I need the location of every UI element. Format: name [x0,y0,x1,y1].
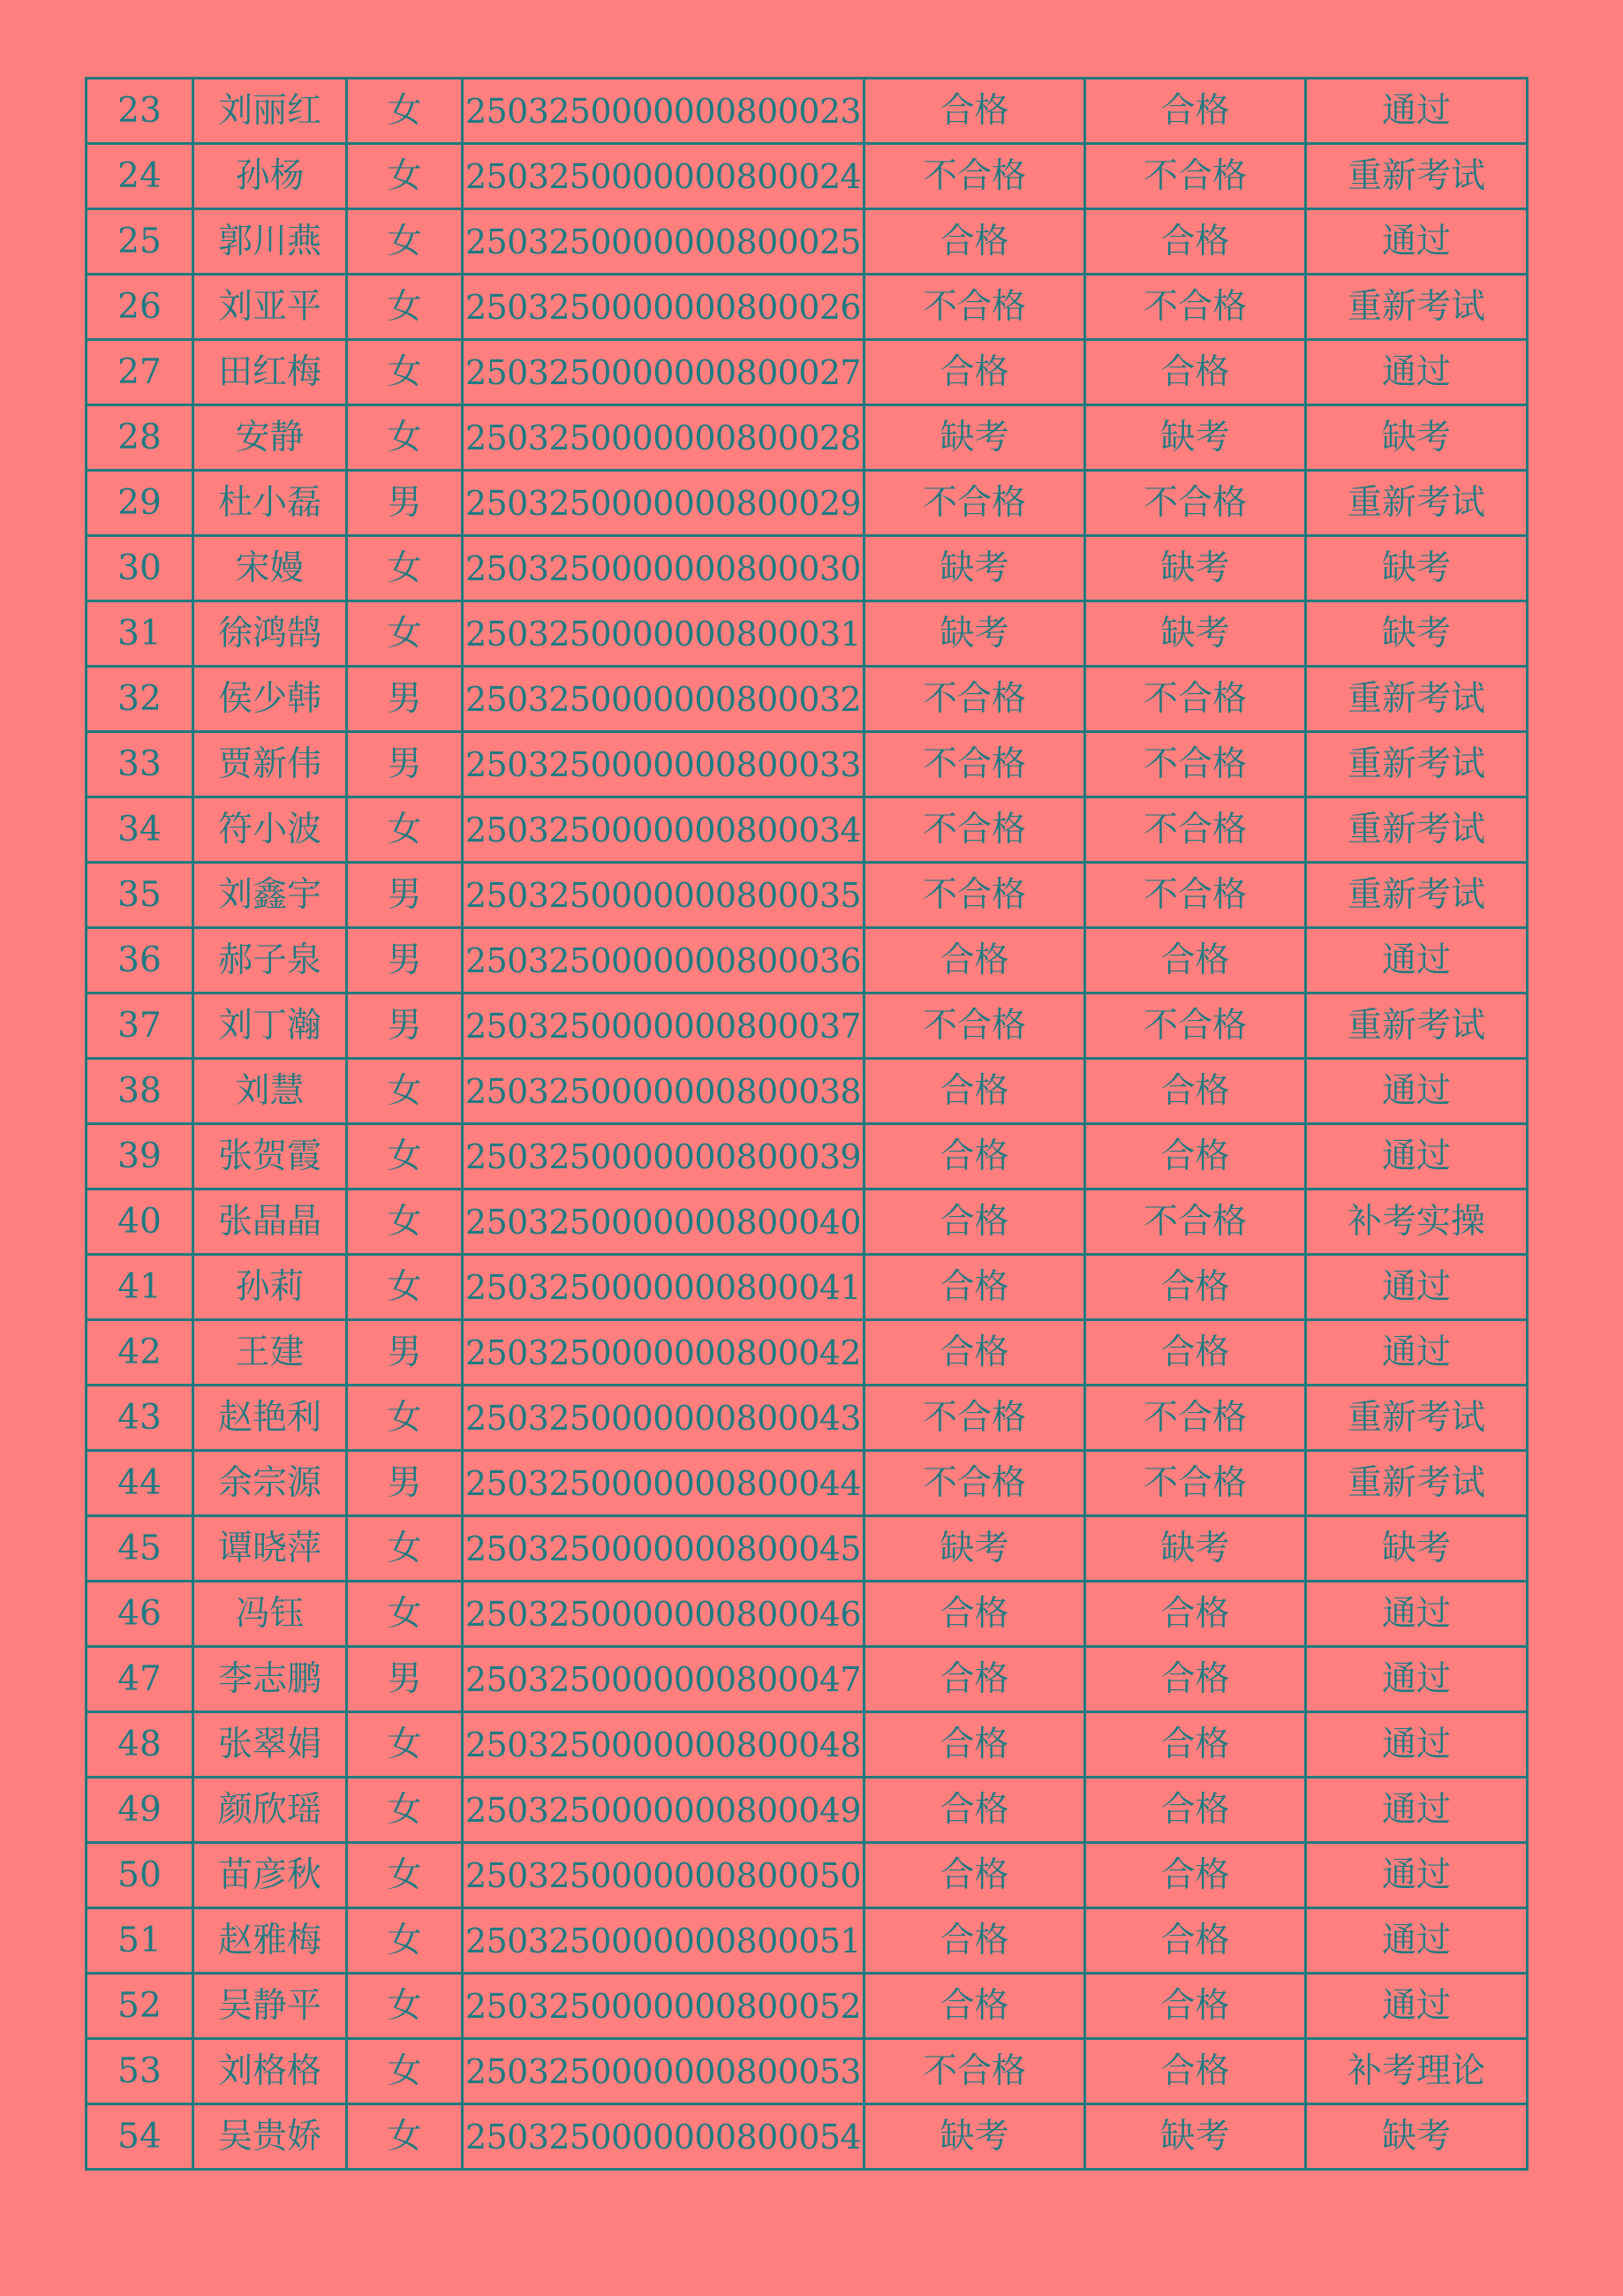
candidate-id-cell: 2503250000000800045 [463,1516,864,1582]
practice-result-cell: 不合格 [1085,732,1306,797]
practice-result-cell: 合格 [1085,1908,1306,1974]
row-number-cell: 35 [87,863,193,928]
gender-cell: 男 [347,1647,463,1712]
name-cell: 田红梅 [193,340,347,405]
row-number-cell: 44 [87,1451,193,1516]
candidate-id-cell: 2503250000000800023 [463,79,864,144]
practice-result-cell: 缺考 [1085,1516,1306,1582]
theory-result-cell: 合格 [864,1255,1085,1320]
theory-result-cell: 缺考 [864,2104,1085,2170]
table-row [87,863,1528,928]
gender-cell: 女 [347,1190,463,1255]
practice-result-cell: 不合格 [1085,1190,1306,1255]
gender-cell: 女 [347,209,463,275]
name-cell: 赵雅梅 [193,1908,347,1974]
final-result-cell: 通过 [1306,209,1528,275]
row-number-cell: 34 [87,797,193,863]
final-result-cell: 通过 [1306,1320,1528,1386]
candidate-id-cell: 2503250000000800027 [463,340,864,405]
practice-result-cell: 合格 [1085,928,1306,993]
table-row [87,1712,1528,1778]
gender-cell: 女 [347,797,463,863]
candidate-id-cell: 2503250000000800036 [463,928,864,993]
final-result-cell: 重新考试 [1306,1451,1528,1516]
practice-result-cell: 合格 [1085,2039,1306,2104]
practice-result-cell: 不合格 [1085,667,1306,732]
gender-cell: 女 [347,1778,463,1843]
name-cell: 刘慧 [193,1059,347,1124]
table-row [87,1255,1528,1320]
name-cell: 符小波 [193,797,347,863]
theory-result-cell: 合格 [864,1974,1085,2039]
practice-result-cell: 合格 [1085,79,1306,144]
gender-cell: 女 [347,144,463,209]
name-cell: 谭晓萍 [193,1516,347,1582]
candidate-id-cell: 2503250000000800037 [463,993,864,1059]
final-result-cell: 通过 [1306,340,1528,405]
candidate-id-cell: 2503250000000800026 [463,275,864,340]
gender-cell: 男 [347,471,463,536]
practice-result-cell: 不合格 [1085,863,1306,928]
practice-result-cell: 合格 [1085,1124,1306,1190]
gender-cell: 女 [347,275,463,340]
candidate-id-cell: 2503250000000800049 [463,1778,864,1843]
results-table-body [87,79,1528,2170]
table-row [87,797,1528,863]
theory-result-cell: 不合格 [864,993,1085,1059]
candidate-id-cell: 2503250000000800040 [463,1190,864,1255]
gender-cell: 男 [347,1451,463,1516]
gender-cell: 女 [347,1908,463,1974]
gender-cell: 女 [347,1386,463,1451]
final-result-cell: 通过 [1306,928,1528,993]
practice-result-cell: 不合格 [1085,144,1306,209]
name-cell: 郝子泉 [193,928,347,993]
row-number-cell: 38 [87,1059,193,1124]
theory-result-cell: 缺考 [864,601,1085,667]
practice-result-cell: 合格 [1085,1255,1306,1320]
row-number-cell: 39 [87,1124,193,1190]
gender-cell: 女 [347,1582,463,1647]
table-row [87,732,1528,797]
row-number-cell: 51 [87,1908,193,1974]
name-cell: 刘丽红 [193,79,347,144]
candidate-id-cell: 2503250000000800041 [463,1255,864,1320]
practice-result-cell: 不合格 [1085,993,1306,1059]
final-result-cell: 重新考试 [1306,797,1528,863]
table-row [87,1124,1528,1190]
table-row [87,1582,1528,1647]
gender-cell: 女 [347,1712,463,1778]
theory-result-cell: 不合格 [864,732,1085,797]
practice-result-cell: 缺考 [1085,601,1306,667]
candidate-id-cell: 2503250000000800028 [463,405,864,471]
theory-result-cell: 不合格 [864,797,1085,863]
table-row [87,340,1528,405]
theory-result-cell: 合格 [864,1059,1085,1124]
row-number-cell: 47 [87,1647,193,1712]
theory-result-cell: 合格 [864,1124,1085,1190]
name-cell: 张贺霞 [193,1124,347,1190]
row-number-cell: 25 [87,209,193,275]
theory-result-cell: 合格 [864,340,1085,405]
candidate-id-cell: 2503250000000800052 [463,1974,864,2039]
table-row [87,1451,1528,1516]
candidate-id-cell: 2503250000000800053 [463,2039,864,2104]
name-cell: 杜小磊 [193,471,347,536]
name-cell: 刘格格 [193,2039,347,2104]
name-cell: 贾新伟 [193,732,347,797]
gender-cell: 女 [347,1255,463,1320]
row-number-cell: 53 [87,2039,193,2104]
row-number-cell: 37 [87,993,193,1059]
table-row [87,1320,1528,1386]
candidate-id-cell: 2503250000000800050 [463,1843,864,1908]
row-number-cell: 27 [87,340,193,405]
final-result-cell: 重新考试 [1306,732,1528,797]
table-row [87,1647,1528,1712]
final-result-cell: 缺考 [1306,1516,1528,1582]
theory-result-cell: 合格 [864,1712,1085,1778]
theory-result-cell: 合格 [864,928,1085,993]
final-result-cell: 重新考试 [1306,667,1528,732]
candidate-id-cell: 2503250000000800030 [463,536,864,601]
theory-result-cell: 不合格 [864,275,1085,340]
final-result-cell: 通过 [1306,1908,1528,1974]
gender-cell: 男 [347,993,463,1059]
practice-result-cell: 不合格 [1085,275,1306,340]
gender-cell: 女 [347,2104,463,2170]
table-row [87,79,1528,144]
final-result-cell: 缺考 [1306,536,1528,601]
gender-cell: 女 [347,1516,463,1582]
gender-cell: 女 [347,340,463,405]
name-cell: 颜欣瑶 [193,1778,347,1843]
gender-cell: 女 [347,405,463,471]
final-result-cell: 通过 [1306,1255,1528,1320]
theory-result-cell: 不合格 [864,863,1085,928]
theory-result-cell: 缺考 [864,1516,1085,1582]
gender-cell: 男 [347,1320,463,1386]
row-number-cell: 40 [87,1190,193,1255]
table-row [87,1908,1528,1974]
name-cell: 郭川燕 [193,209,347,275]
candidate-id-cell: 2503250000000800034 [463,797,864,863]
theory-result-cell: 合格 [864,1582,1085,1647]
final-result-cell: 通过 [1306,1712,1528,1778]
row-number-cell: 29 [87,471,193,536]
table-row [87,928,1528,993]
gender-cell: 女 [347,536,463,601]
final-result-cell: 重新考试 [1306,144,1528,209]
table-row [87,601,1528,667]
row-number-cell: 46 [87,1582,193,1647]
theory-result-cell: 不合格 [864,144,1085,209]
row-number-cell: 54 [87,2104,193,2170]
final-result-cell: 重新考试 [1306,471,1528,536]
row-number-cell: 52 [87,1974,193,2039]
candidate-id-cell: 2503250000000800039 [463,1124,864,1190]
name-cell: 孙莉 [193,1255,347,1320]
candidate-id-cell: 2503250000000800035 [463,863,864,928]
final-result-cell: 缺考 [1306,405,1528,471]
theory-result-cell: 缺考 [864,405,1085,471]
candidate-id-cell: 2503250000000800029 [463,471,864,536]
name-cell: 冯钰 [193,1582,347,1647]
candidate-id-cell: 2503250000000800038 [463,1059,864,1124]
practice-result-cell: 缺考 [1085,405,1306,471]
row-number-cell: 36 [87,928,193,993]
final-result-cell: 通过 [1306,1582,1528,1647]
name-cell: 侯少韩 [193,667,347,732]
gender-cell: 女 [347,1974,463,2039]
theory-result-cell: 不合格 [864,471,1085,536]
practice-result-cell: 合格 [1085,1712,1306,1778]
theory-result-cell: 不合格 [864,1451,1085,1516]
name-cell: 李志鹏 [193,1647,347,1712]
final-result-cell: 重新考试 [1306,1386,1528,1451]
name-cell: 宋嫚 [193,536,347,601]
name-cell: 孙杨 [193,144,347,209]
practice-result-cell: 合格 [1085,1647,1306,1712]
theory-result-cell: 合格 [864,1843,1085,1908]
row-number-cell: 24 [87,144,193,209]
row-number-cell: 42 [87,1320,193,1386]
table-row [87,1778,1528,1843]
theory-result-cell: 不合格 [864,667,1085,732]
gender-cell: 女 [347,79,463,144]
candidate-id-cell: 2503250000000800046 [463,1582,864,1647]
row-number-cell: 50 [87,1843,193,1908]
candidate-id-cell: 2503250000000800033 [463,732,864,797]
name-cell: 徐鸿鹄 [193,601,347,667]
name-cell: 王建 [193,1320,347,1386]
name-cell: 余宗源 [193,1451,347,1516]
theory-result-cell: 不合格 [864,2039,1085,2104]
row-number-cell: 28 [87,405,193,471]
candidate-id-cell: 2503250000000800054 [463,2104,864,2170]
practice-result-cell: 合格 [1085,1974,1306,2039]
candidate-id-cell: 2503250000000800031 [463,601,864,667]
row-number-cell: 26 [87,275,193,340]
final-result-cell: 通过 [1306,1843,1528,1908]
row-number-cell: 23 [87,79,193,144]
row-number-cell: 32 [87,667,193,732]
final-result-cell: 通过 [1306,1124,1528,1190]
final-result-cell: 重新考试 [1306,993,1528,1059]
row-number-cell: 41 [87,1255,193,1320]
final-result-cell: 重新考试 [1306,863,1528,928]
theory-result-cell: 合格 [864,1320,1085,1386]
name-cell: 刘鑫宇 [193,863,347,928]
table-row [87,993,1528,1059]
table-row [87,1386,1528,1451]
results-table [85,77,1529,2171]
practice-result-cell: 不合格 [1085,797,1306,863]
final-result-cell: 通过 [1306,79,1528,144]
table-row [87,1974,1528,2039]
name-cell: 赵艳利 [193,1386,347,1451]
final-result-cell: 通过 [1306,1647,1528,1712]
table-row [87,1190,1528,1255]
practice-result-cell: 不合格 [1085,471,1306,536]
row-number-cell: 33 [87,732,193,797]
theory-result-cell: 不合格 [864,1386,1085,1451]
candidate-id-cell: 2503250000000800048 [463,1712,864,1778]
final-result-cell: 重新考试 [1306,275,1528,340]
row-number-cell: 45 [87,1516,193,1582]
name-cell: 刘丁瀚 [193,993,347,1059]
name-cell: 张翠娟 [193,1712,347,1778]
practice-result-cell: 合格 [1085,1778,1306,1843]
theory-result-cell: 合格 [864,1647,1085,1712]
gender-cell: 男 [347,667,463,732]
candidate-id-cell: 2503250000000800051 [463,1908,864,1974]
table-row [87,2104,1528,2170]
candidate-id-cell: 2503250000000800043 [463,1386,864,1451]
candidate-id-cell: 2503250000000800042 [463,1320,864,1386]
gender-cell: 男 [347,863,463,928]
table-row [87,667,1528,732]
candidate-id-cell: 2503250000000800032 [463,667,864,732]
table-row [87,1516,1528,1582]
theory-result-cell: 合格 [864,1908,1085,1974]
practice-result-cell: 合格 [1085,340,1306,405]
table-row [87,275,1528,340]
gender-cell: 女 [347,601,463,667]
row-number-cell: 31 [87,601,193,667]
candidate-id-cell: 2503250000000800024 [463,144,864,209]
table-row [87,536,1528,601]
table-row [87,1059,1528,1124]
final-result-cell: 缺考 [1306,2104,1528,2170]
final-result-cell: 缺考 [1306,601,1528,667]
gender-cell: 女 [347,1059,463,1124]
table-row [87,2039,1528,2104]
table-row [87,1843,1528,1908]
gender-cell: 女 [347,2039,463,2104]
candidate-id-cell: 2503250000000800047 [463,1647,864,1712]
practice-result-cell: 合格 [1085,209,1306,275]
practice-result-cell: 不合格 [1085,1386,1306,1451]
theory-result-cell: 缺考 [864,536,1085,601]
final-result-cell: 通过 [1306,1974,1528,2039]
theory-result-cell: 合格 [864,1778,1085,1843]
table-row [87,471,1528,536]
theory-result-cell: 合格 [864,209,1085,275]
final-result-cell: 通过 [1306,1778,1528,1843]
practice-result-cell: 合格 [1085,1582,1306,1647]
practice-result-cell: 合格 [1085,1843,1306,1908]
candidate-id-cell: 2503250000000800025 [463,209,864,275]
final-result-cell: 补考实操 [1306,1190,1528,1255]
final-result-cell: 通过 [1306,1059,1528,1124]
practice-result-cell: 合格 [1085,1059,1306,1124]
practice-result-cell: 缺考 [1085,2104,1306,2170]
row-number-cell: 49 [87,1778,193,1843]
theory-result-cell: 合格 [864,79,1085,144]
name-cell: 吴静平 [193,1974,347,2039]
gender-cell: 男 [347,928,463,993]
name-cell: 苗彦秋 [193,1843,347,1908]
row-number-cell: 48 [87,1712,193,1778]
table-row [87,144,1528,209]
name-cell: 安静 [193,405,347,471]
practice-result-cell: 缺考 [1085,536,1306,601]
candidate-id-cell: 2503250000000800044 [463,1451,864,1516]
row-number-cell: 30 [87,536,193,601]
theory-result-cell: 合格 [864,1190,1085,1255]
gender-cell: 女 [347,1843,463,1908]
name-cell: 张晶晶 [193,1190,347,1255]
table-row [87,405,1528,471]
table-row [87,209,1528,275]
name-cell: 吴贵娇 [193,2104,347,2170]
gender-cell: 女 [347,1124,463,1190]
row-number-cell: 43 [87,1386,193,1451]
final-result-cell: 补考理论 [1306,2039,1528,2104]
practice-result-cell: 不合格 [1085,1451,1306,1516]
name-cell: 刘亚平 [193,275,347,340]
practice-result-cell: 合格 [1085,1320,1306,1386]
gender-cell: 男 [347,732,463,797]
